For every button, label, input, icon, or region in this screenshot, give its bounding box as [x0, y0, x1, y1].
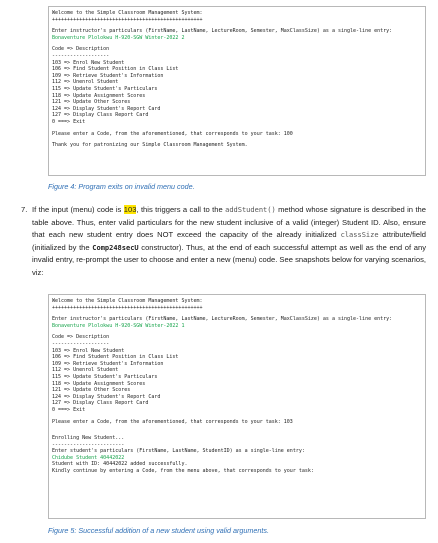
console-line: 109 => Retrieve Student's Information [52, 72, 164, 79]
console-line: 127 => Display Class Report Card [52, 112, 149, 119]
inline-code-addstudent: addStudent() [225, 206, 276, 214]
inline-code-constructor: Comp248secU [92, 243, 139, 252]
figure-4-caption: Figure 4: Program exits on invalid menu code. [48, 182, 195, 191]
highlighted-code: 103 [123, 205, 137, 214]
console-line: Student with ID: 40442022 added successfully. [52, 461, 188, 468]
console-user-input: Bonaventure Plolokwu H-920-SGW Winter-2022 2 [52, 34, 185, 41]
console-line: 124 => Display Student's Report Card [52, 393, 161, 400]
console-line: 106 => Find Student Position in Class List [52, 354, 179, 361]
console-line: Please enter a Code, from the aforementioned, that corresponds to your task: 103 [52, 418, 293, 425]
console-line: ------------------------ [52, 441, 125, 448]
console-line: Kindly continue by entering a Code, from the menu above, that corresponds to your task: [52, 468, 314, 475]
console-line: ------------------- [52, 52, 110, 59]
console-line: Thank you for patronizing our Simple Classroom Management System. [52, 142, 248, 149]
console-line: Please enter a Code, from the aforementioned, that corresponds to your task: 100 [52, 130, 293, 137]
console-line: 127 => Display Class Report Card [52, 400, 149, 407]
console-line: Enter student's particulars (FirstName, LastName, StudentID) as a single-line entry: [52, 448, 305, 455]
console-line: 103 => Enrol New Student [52, 347, 125, 354]
console-line: 109 => Retrieve Student's Information [52, 360, 164, 367]
console-line: Enrolling New Student... [52, 435, 125, 442]
console-line: 118 => Update Assignment Scores [52, 380, 146, 387]
para-text-1: If the input (menu) code is [32, 205, 124, 214]
console-line: Welcome to the Simple Classroom Management System: [52, 298, 203, 304]
console-line: Enter instructor's particulars (FirstName, LastName, LectureRoom, Semester, MaxClassSize) as a single-line entry: [52, 316, 393, 323]
console-line: 121 => Update Other Scores [52, 387, 131, 394]
console-screenshot-exit [48, 6, 426, 176]
console-line: 115 => Update Student's Particulars [52, 373, 158, 380]
console-line: 106 => Find Student Position in Class List [52, 66, 179, 73]
para-text-4: attribute/field (initialized by the [32, 230, 427, 252]
figure-5-caption: Figure 5: Successful addition of a new student using valid arguments. [48, 526, 269, 535]
console-line: 121 => Update Other Scores [52, 99, 131, 106]
instruction-paragraph-7 [21, 204, 427, 280]
console-line: Code => Description [52, 46, 110, 53]
para-text-2: , this triggers a call to the [136, 205, 226, 214]
list-number: 7. [21, 205, 28, 214]
para-text-3: method whose signature is described in the table above. Thus, enter valid particulars for the new student inclusive of a valid (integer) Student ID. Also, ensure that each new student entry does NOT exceed the capacity of the already initialized [32, 205, 427, 240]
console-line: 0 ===> Exit [52, 118, 86, 125]
console-line: 124 => Display Student's Report Card [52, 105, 161, 112]
console-line: ------------------- [52, 340, 110, 347]
console-user-input: Bonaventure Plolokwu H-920-SGW Winter-2022 1 [52, 322, 185, 329]
console-line: 0 ===> Exit [52, 406, 86, 413]
console-line: ++++++++++++++++++++++++++++++++++++++++++++++++++ [52, 304, 203, 311]
para-text-5: constructor). Thus, at the end of each successful attempt as well as the end of any invalid entry, re-prompt the user to choose and enter a new (menu) code. See snapshots below for varying scenarios, viz: [32, 242, 426, 277]
console-screenshot-add-student [48, 294, 426, 519]
console-user-input: Chidube Student 40442022 [52, 454, 125, 461]
console-line: 103 => Enrol New Student [52, 59, 125, 66]
console-line: 112 => Unenrol Student [52, 367, 119, 374]
console-line: Welcome to the Simple Classroom Management System: [52, 10, 203, 16]
inline-code-classsize: classSize [340, 231, 379, 240]
console-line: 115 => Update Student's Particulars [52, 85, 158, 92]
console-line: Code => Description [52, 334, 110, 341]
console-line: 118 => Update Assignment Scores [52, 92, 146, 99]
console-line: ++++++++++++++++++++++++++++++++++++++++++++++++++ [52, 16, 203, 23]
console-line: Enter instructor's particulars (FirstName, LastName, LectureRoom, Semester, MaxClassSize) as a single-line entry: [52, 28, 393, 35]
console-line: 112 => Unenrol Student [52, 79, 119, 86]
